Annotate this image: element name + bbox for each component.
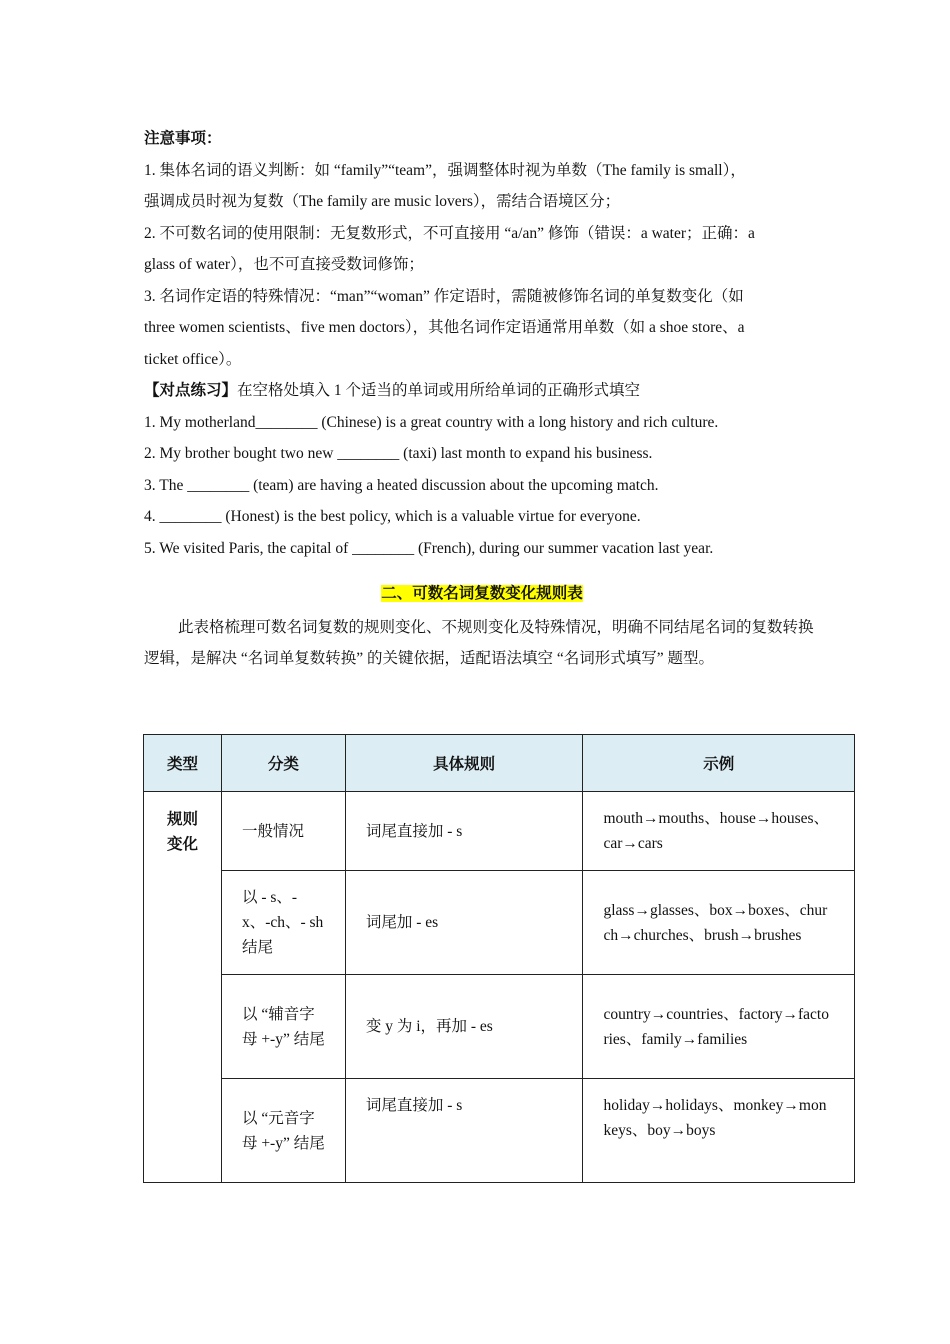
note-line: 强调成员时视为复数（The family are music lovers），需结合语境区分； (144, 193, 621, 210)
notes-title: 注意事项： (144, 130, 222, 147)
note-line: three women scientists、five men doctors），其他名词作定语通常用单数（如 a shoe store、a (144, 319, 745, 336)
note-line: ticket office）。 (144, 350, 242, 368)
table-row (144, 871, 855, 975)
section-heading-wrap (144, 578, 820, 610)
table-row (144, 792, 855, 871)
section-intro: 此表格梳理可数名词复数的规则变化、不规则变化及特殊情况，明确不同结尾名词的复数转换逻辑，是解决 “名词单复数转换” 的关键依据，适配语法填空 “名词形式填写” 题型。 (144, 618, 814, 667)
section-heading: 二、可数名词复数变化规则表 (381, 585, 583, 602)
exercise-instruction: 在空格处填入 1 个适当的单词或用所给单词的正确形式填空 (237, 382, 641, 399)
rule-cell: 词尾直接加 - s (345, 1079, 583, 1183)
exercise-header (144, 375, 820, 407)
example-cell: holiday→holidays、monkey→monkeys、boy→boys (583, 1079, 855, 1183)
rule-cell: 变 y 为 i，再加 - es (345, 975, 583, 1079)
category-cell: 以 - s、- x、-ch、- sh 结尾 (221, 871, 345, 975)
note-line: 3. 名词作定语的特殊情况：“man”“woman” 作定语时，需随被修饰名词的单复数变化（如 (144, 287, 744, 305)
table-row (144, 975, 855, 1079)
note-line: glass of water），也不可直接受数词修饰； (144, 256, 424, 273)
example-cell: glass→glasses、box→boxes、church→churches、brush→brushes (583, 871, 855, 975)
header-example: 示例 (583, 735, 855, 792)
category-cell: 以 “辅音字母 +-y” 结尾 (221, 975, 345, 1079)
exercise-item: 4. ________ (Honest) is the best policy, which is a valuable virtue for everyone. (144, 508, 641, 525)
category-cell: 以 “元音字母 +-y” 结尾 (221, 1079, 345, 1183)
exercise-item: 2. My brother bought two new ________ (taxi) last month to expand his business. (144, 445, 653, 462)
exercise-item: 5. We visited Paris, the capital of ________ (French), during our summer vacation last year. (144, 539, 714, 557)
plural-rules-table (143, 734, 855, 1183)
table-row (144, 1079, 855, 1183)
note-line: 2. 不可数名词的使用限制：无复数形式，不可直接用 “a/an” 修饰（错误：a water；正确：a (144, 224, 755, 242)
note-line: 1. 集体名词的语义判断：如 “family”“team”，强调整体时视为单数（The family is small）， (144, 161, 746, 179)
category-cell: 一般情况 (221, 792, 345, 871)
exercise-label: 【对点练习】 (144, 382, 238, 399)
header-type: 类型 (144, 735, 222, 792)
exercise-item: 1. My motherland________ (Chinese) is a great country with a long history and rich culture. (144, 413, 719, 431)
header-rule: 具体规则 (345, 735, 583, 792)
header-category: 分类 (221, 735, 345, 792)
type-cell: 规则 变化 (144, 792, 222, 1183)
rule-cell: 词尾加 - es (345, 871, 583, 975)
example-cell: mouth→mouths、house→houses、car→cars (583, 792, 855, 871)
table-header-row (144, 735, 855, 792)
content-body (144, 123, 820, 675)
exercise-item: 3. The ________ (team) are having a heated discussion about the upcoming match. (144, 476, 659, 494)
rule-cell: 词尾直接加 - s (345, 792, 583, 871)
example-cell: country→countries、factory→factories、family→families (583, 975, 855, 1079)
